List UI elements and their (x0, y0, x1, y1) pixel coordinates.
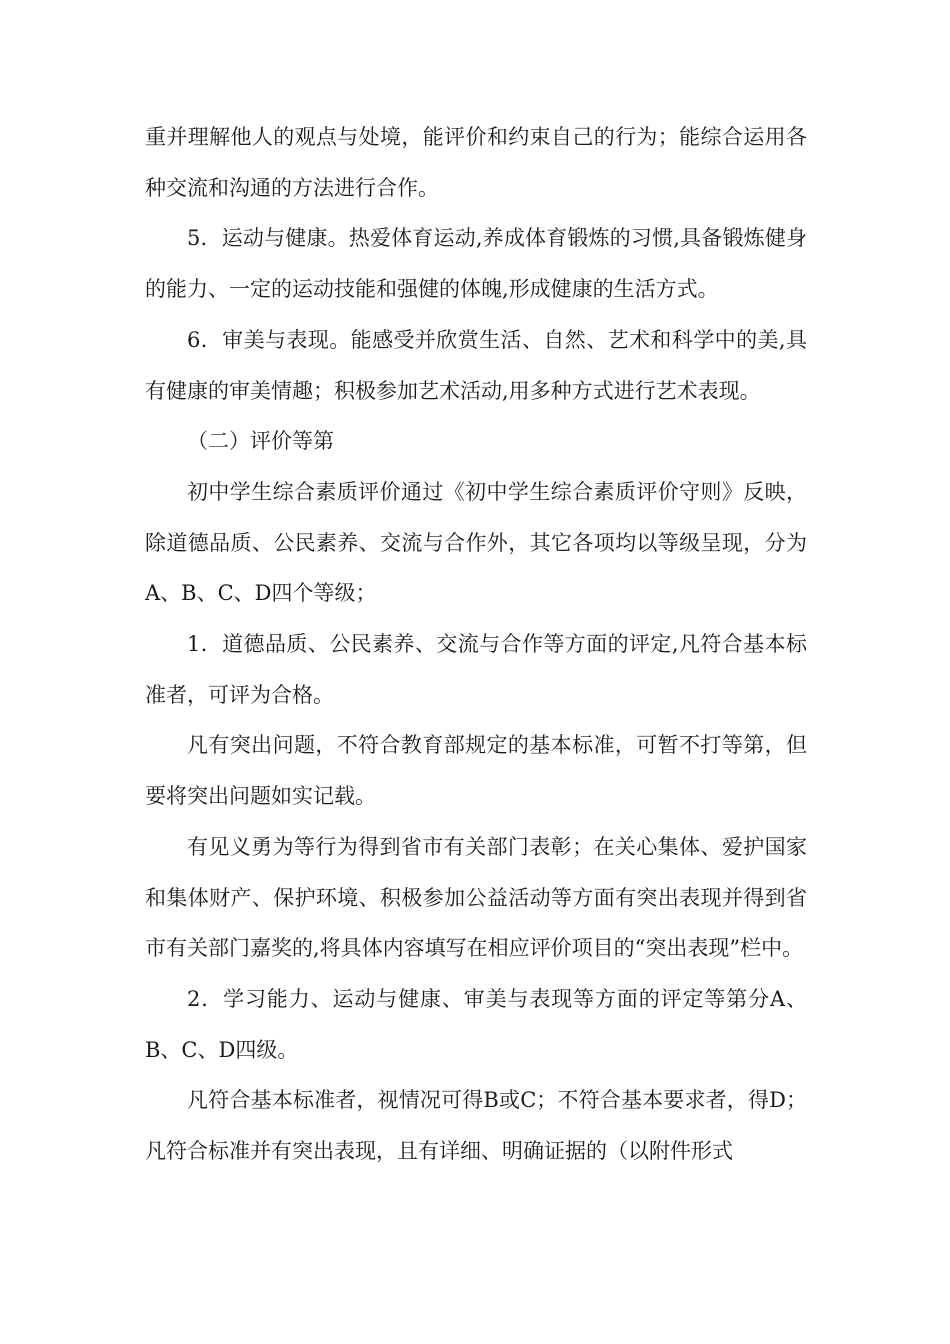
paragraph-8: 有见义勇为等行为得到省市有关部门表彰；在关心集体、爱护国家和集体财产、保护环境、积极参加公益活动等方面有突出表现并得到省市有关部门嘉奖的,将具体内容填写在相应评价项目的“突出表现”栏中。 (145, 834, 807, 961)
paragraph-1: 重并理解他人的观点与处境，能评价和约束自己的行为；能综合运用各种交流和沟通的方法进行合作。 (145, 125, 807, 200)
paragraph-9: 2．学习能力、运动与健康、审美与表现等方面的评定等第分A、B、C、D四级。 (145, 986, 807, 1062)
paragraph-7: 凡有突出问题，不符合教育部规定的基本标准，可暂不打等第，但要将突出问题如实记载。 (145, 733, 807, 809)
paragraph-5: 初中学生综合素质评价通过《初中学生综合素质评价守则》反映，除道德品质、公民素养、交流与合作外，其它各项均以等级呈现，分为A、B、C、D四个等级； (145, 479, 807, 606)
paragraph-2: 5．运动与健康。热爱体育运动,养成体育锻炼的习惯,具备锻炼健身的能力、一定的运动技能和强健的体魄,形成健康的生活方式。 (145, 226, 807, 302)
section-heading: （二）评价等第 (187, 429, 334, 454)
document-body (145, 112, 807, 1177)
paragraph-6: 1．道德品质、公民素养、交流与合作等方面的评定,凡符合基本标准者，可评为合格。 (145, 632, 807, 707)
paragraph-3: 6．审美与表现。能感受并欣赏生活、自然、艺术和科学中的美,具有健康的审美情趣；积极参加艺术活动,用多种方式进行艺术表现。 (145, 327, 807, 403)
paragraph-10: 凡符合基本标准者，视情况可得B或C；不符合基本要求者，得D；凡符合标准并有突出表现，且有详细、明确证据的（以附件形式 (145, 1088, 807, 1164)
